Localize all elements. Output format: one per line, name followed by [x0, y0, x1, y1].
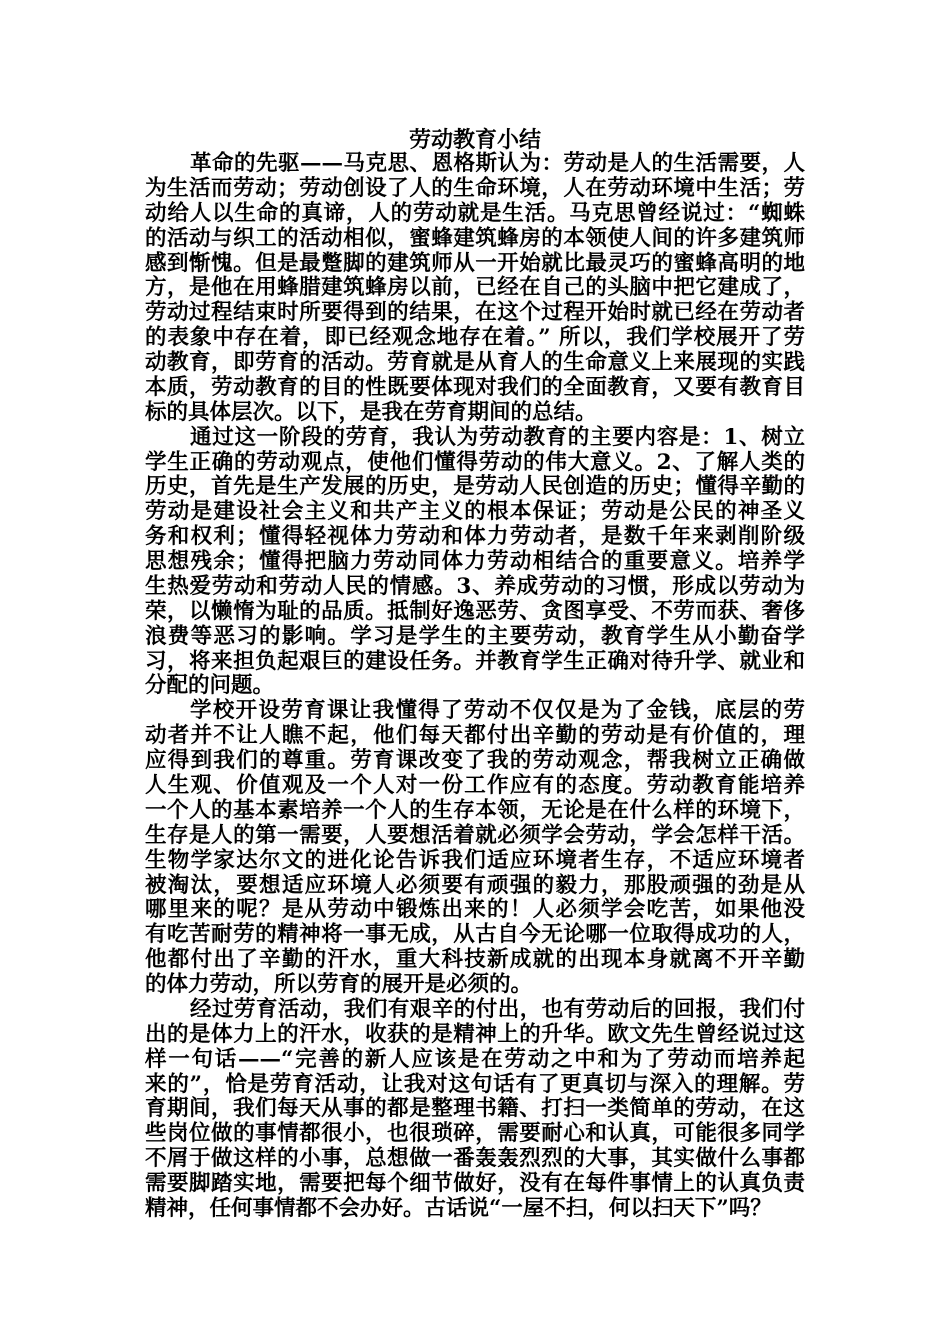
text-line: 革命的先驱——马克思、恩格斯认为：劳动是人的生活需要，人	[190, 151, 805, 176]
text-line: 为生活而劳动；劳动创设了人的生命环境，人在劳动环境中生活；劳	[145, 175, 805, 201]
text-line: 不屑于做这样的小事，总想做一番轰轰烈烈的大事，其实做什么事都	[145, 1146, 805, 1172]
text-line: 被淘汰，要想适应环境人必须要有顽强的毅力，那股顽强的劲是从	[145, 872, 805, 898]
document-title: 劳动教育小结	[408, 127, 541, 153]
text-line: 务和权利；懂得轻视体力劳动和体力劳动者，是数千年来剥削阶级	[145, 524, 805, 550]
text-line: 精神，任何事情都不会办好。古话说“一屋不扫，何以扫天下”吗？	[145, 1195, 772, 1221]
text-line: 哪里来的呢？是从劳动中锻炼出来的！人必须学会吃苦，如果他没	[145, 897, 805, 923]
text-line: 习，将来担负起艰巨的建设任务。并教育学生正确对待升学、就业和	[145, 648, 805, 674]
text-line: 动教育，即劳育的活动。劳育就是从育人的生命意义上来展现的实践	[145, 350, 805, 376]
text-line: 劳动过程结束时所要得到的结果，在这个过程开始时就已经在劳动者	[145, 300, 805, 326]
text-line: 荣，以懒惰为耻的品质。抵制好逸恶劳、贪图享受、不劳而获、奢侈	[145, 598, 805, 624]
text-line: 出的是体力上的汗水，收获的是精神上的升华。欧文先生曾经说过这	[145, 1021, 805, 1047]
text-line: 的活动与织工的活动相似，蜜蜂建筑蜂房的本领使人间的许多建筑师	[145, 225, 805, 251]
text-line: 思想残余；懂得把脑力劳动同体力劳动相结合的重要意义。培养学	[145, 549, 805, 575]
text-line: 一个人的基本素培养一个人的生存本领，无论是在什么样的环境下，	[145, 797, 805, 823]
text-line: 动者并不让人瞧不起，他们每天都付出辛勤的劳动是有价值的，理	[145, 723, 805, 749]
text-line: 浪费等恶习的影响。学习是学生的主要劳动，教育学生从小勤奋学	[145, 623, 805, 649]
text-line: 他都付出了辛勤的汗水，重大科技新成就的出现本身就离不开辛勤	[145, 947, 805, 973]
text-line: 生热爱劳动和劳动人民的情感。3、养成劳动的习惯，形成以劳动为	[145, 573, 805, 599]
text-line: 标的具体层次。以下，是我在劳育期间的总结。	[145, 399, 597, 425]
text-line: 通过这一阶段的劳育，我认为劳动教育的主要内容是：1、树立	[190, 424, 805, 450]
text-line: 育期间，我们每天从事的都是整理书籍、打扫一类简单的劳动，在这	[145, 1096, 805, 1122]
text-line: 需要脚踏实地，需要把每个细节做好，没有在每件事情上的认真负责	[145, 1171, 805, 1197]
text-line: 有吃苦耐劳的精神将一事无成，从古自今无论哪一位取得成功的人，	[145, 922, 805, 948]
text-line: 动给人以生命的真谛，人的劳动就是生活。马克思曾经说过：“蜘蛛	[145, 200, 805, 226]
text-line: 分配的问题。	[145, 673, 275, 699]
text-line: 人生观、价值观及一个人对一份工作应有的态度。劳动教育能培养	[145, 773, 805, 798]
text-line: 劳动是建设社会主义和共产主义的根本保证；劳动是公民的神圣义	[145, 499, 805, 525]
text-line: 的表象中存在着，即已经观念地存在着。” 所以，我们学校展开了劳	[145, 325, 805, 351]
text-line: 应得到我们的尊重。劳育课改变了我的劳动观念，帮我树立正确做	[145, 748, 805, 774]
text-line: 学校开设劳育课让我懂得了劳动不仅仅是为了金钱，底层的劳	[190, 698, 805, 724]
text-line: 生物学家达尔文的进化论告诉我们适应环境者生存，不适应环境者	[145, 847, 805, 873]
text-line: 经过劳育活动，我们有艰辛的付出，也有劳动后的回报，我们付	[190, 996, 805, 1022]
text-line: 本质，劳动教育的目的性既要体现对我们的全面教育，又要有教育目	[145, 374, 805, 400]
text-line: 的体力劳动，所以劳育的展开是必须的。	[145, 972, 533, 998]
text-line: 方，是他在用蜂腊建筑蜂房以前，已经在自己的头脑中把它建成了，	[145, 275, 805, 301]
text-line: 些岗位做的事情都很小，也很琐碎，需要耐心和认真，可能很多同学	[145, 1121, 805, 1147]
text-line: 来的”，恰是劳育活动，让我对这句话有了更真切与深入的理解。劳	[145, 1071, 805, 1097]
text-line: 生存是人的第一需要，人要想活着就必须学会劳动，学会怎样干活。	[145, 822, 805, 848]
text-line: 历史，首先是生产发展的历史，是劳动人民创造的历史；懂得辛勤的	[145, 474, 805, 500]
text-line: 感到惭愧。但是最蹩脚的建筑师从一开始就比最灵巧的蜜蜂高明的地	[145, 250, 805, 276]
text-line: 样一句话——“完善的新人应该是在劳动之中和为了劳动而培养起	[145, 1046, 805, 1072]
text-line: 学生正确的劳动观点，使他们懂得劳动的伟大意义。2、了解人类的	[145, 449, 805, 475]
